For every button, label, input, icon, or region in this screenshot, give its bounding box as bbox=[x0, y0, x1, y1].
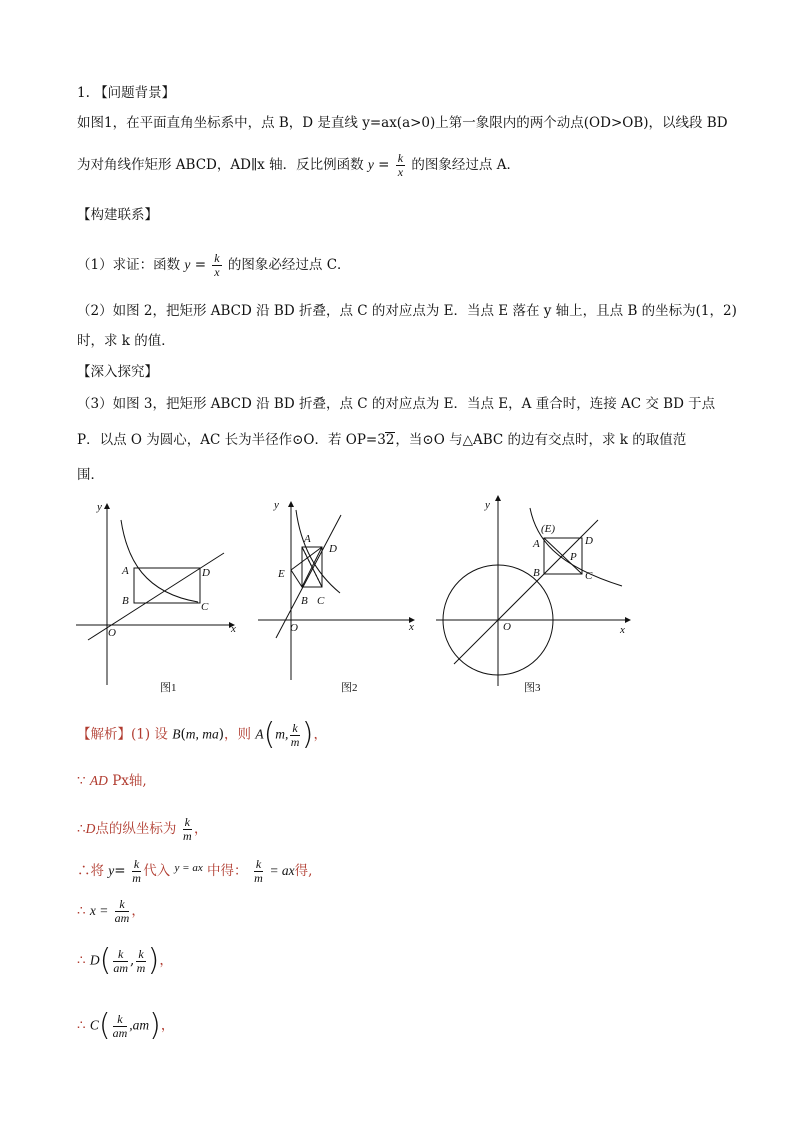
svg-text:y: y bbox=[274, 499, 279, 511]
question-1: （1）求证：函数 y = $\frac{k}{x}$ 的图象必经过点 C． bbox=[77, 251, 351, 279]
svg-text:A: A bbox=[533, 538, 540, 550]
svg-text:A: A bbox=[304, 533, 311, 545]
svg-text:(E): (E) bbox=[541, 523, 556, 535]
svg-text:A: A bbox=[122, 565, 129, 577]
svg-text:B: B bbox=[301, 595, 308, 607]
svg-text:y: y bbox=[97, 501, 102, 513]
sqrt-2: 2 bbox=[385, 432, 395, 448]
figure-3-labels bbox=[484, 499, 625, 694]
solution-line-7: ∴ C( $\frac{k}{am}$ ,am)， bbox=[77, 1008, 175, 1043]
build-heading: 【构建联系】 bbox=[77, 207, 158, 223]
solution-line-6: ∴ D( $\frac{k}{am}$ , $\frac{k}{m}$ )， bbox=[77, 943, 173, 978]
problem-heading bbox=[77, 83, 175, 103]
svg-text:D: D bbox=[329, 543, 337, 555]
background-line-2: 为对角线作矩形 ABCD，AD∥x 轴．反比例函数 y = $\frac{k}{x}$ 的图象经过点 A． bbox=[77, 151, 520, 179]
problem-section-heading: 【问题背景】 bbox=[94, 85, 176, 101]
fraction-k-over-am: $\frac{k}{am}$ bbox=[114, 897, 130, 925]
svg-text:y: y bbox=[485, 499, 490, 511]
svg-text:x: x bbox=[409, 621, 414, 633]
svg-text:C: C bbox=[201, 601, 209, 613]
fraction-k-over-m: $\frac{k}{m}$ bbox=[136, 946, 146, 975]
svg-text:B: B bbox=[533, 567, 540, 579]
problem-number: 1. bbox=[77, 85, 90, 101]
figure-3 bbox=[436, 496, 630, 686]
question-3-line-2: P．以点 O 为圆心，AC 长为半径作⊙O．若 OP=32，当⊙O 与△ABC 的边有交点时，求 k 的取值范 bbox=[77, 432, 687, 448]
svg-text:D: D bbox=[585, 535, 593, 547]
fraction-k-over-m: $\frac{k}{m}$ bbox=[290, 720, 300, 749]
fraction-k-over-m: $\frac{k}{m}$ bbox=[182, 815, 192, 843]
figure-2-labels bbox=[273, 499, 414, 694]
svg-text:C: C bbox=[585, 570, 593, 582]
solution-line-1: 【解析】(1) 设 B(m, ma)，则 A(m, $\frac{k}{m}$ )， bbox=[77, 717, 327, 752]
fraction-k-over-am: $\frac{k}{am}$ bbox=[112, 1011, 128, 1040]
svg-text:O: O bbox=[108, 627, 116, 639]
figures bbox=[0, 490, 794, 700]
solution-line-2: ∵ AD Px轴, bbox=[77, 773, 147, 789]
solution-line-3: ∴D点的纵坐标为 $\frac{k}{m}$ ， bbox=[77, 815, 208, 843]
fraction-k-over-am: $\frac{k}{am}$ bbox=[113, 946, 129, 975]
figure-1-caption: 图1 bbox=[160, 682, 177, 694]
fraction-k-over-x: $\frac{k}{x}$ bbox=[214, 251, 220, 279]
figure-1 bbox=[76, 504, 234, 685]
svg-text:x: x bbox=[620, 624, 625, 636]
solution-line-4: ∴将 y= $\frac{k}{m}$ 代入 $^{y = ax}$ 中得： $\frac{k}{m}$ = ax得, bbox=[77, 857, 313, 885]
svg-text:E: E bbox=[278, 568, 285, 580]
svg-text:B: B bbox=[122, 595, 129, 607]
figure-2 bbox=[258, 502, 414, 680]
solution-label: 【解析】 bbox=[77, 726, 131, 743]
question-2-line-1: （2）如图 2，把矩形 ABCD 沿 BD 折叠，点 C 的对应点为 E．当点 E 落在 y 轴上，且点 B 的坐标为(1，2) bbox=[77, 303, 737, 319]
fraction-k-over-x: $\frac{k}{x}$ bbox=[397, 151, 404, 179]
svg-text:x: x bbox=[231, 623, 236, 635]
figure-1-labels bbox=[96, 501, 236, 694]
solution-line-5: ∴ x = $\frac{k}{am}$ ， bbox=[77, 897, 145, 925]
svg-text:O: O bbox=[503, 621, 511, 633]
fraction-k-over-m: $\frac{k}{m}$ bbox=[254, 857, 263, 885]
svg-text:C: C bbox=[317, 595, 325, 607]
question-2-line-2: 时，求 k 的值． bbox=[77, 333, 175, 349]
figure-3-caption: 图3 bbox=[524, 682, 541, 694]
question-3-line-1: （3）如图 3，把矩形 ABCD 沿 BD 折叠，点 C 的对应点为 E．当点 E，A 重合时，连接 AC 交 BD 于点 bbox=[77, 396, 716, 412]
svg-text:D: D bbox=[202, 567, 210, 579]
explore-heading: 【深入探究】 bbox=[77, 364, 158, 380]
question-3-line-3: 围． bbox=[77, 467, 104, 483]
background-line-1: 如图1，在平面直角坐标系中，点 B，D 是直线 y=ax(a>0)上第一象限内的两个动点(OD>OB)，以线段 BD bbox=[77, 115, 728, 131]
svg-text:O: O bbox=[290, 622, 298, 634]
svg-text:P: P bbox=[570, 551, 577, 563]
fraction-k-over-m: $\frac{k}{m}$ bbox=[132, 857, 141, 885]
figure-2-caption: 图2 bbox=[341, 682, 358, 694]
